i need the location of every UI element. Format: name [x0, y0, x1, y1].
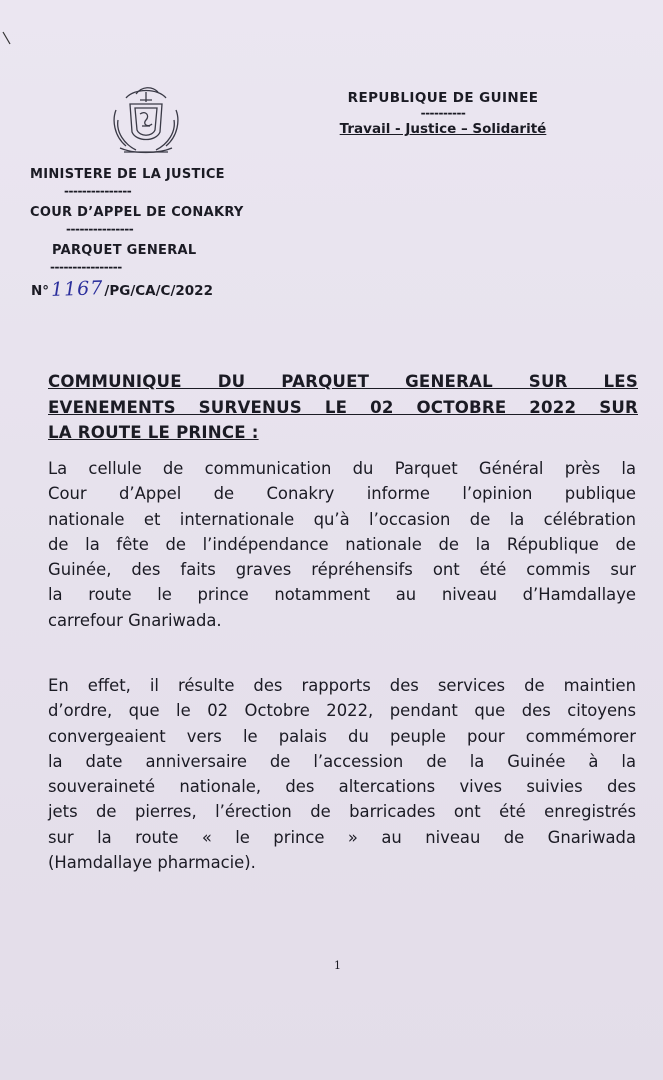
- coat-of-arms-emblem: [106, 80, 186, 160]
- paragraph-1: [48, 456, 636, 633]
- paragraph-line: d’ordre, que le 02 Octobre 2022, pendant que des citoyens: [48, 701, 636, 721]
- corner-tick-mark: [2, 30, 12, 48]
- reference-handwritten-number: 1167: [50, 277, 104, 301]
- paragraph-line: Guinée, des faits graves répréhensifs ont été commis sur: [48, 560, 636, 580]
- court-name: COUR D’APPEL DE CONAKRY: [30, 205, 244, 220]
- paragraph-line: la date anniversaire de l’accession de la Guinée à la: [48, 751, 636, 771]
- paragraph-2: [48, 673, 636, 875]
- reference-number: [31, 278, 213, 300]
- office-name: PARQUET GENERAL: [52, 243, 197, 258]
- republic-header: [318, 90, 568, 137]
- paragraph-line: La cellule de communication du Parquet Général près la: [48, 459, 636, 478]
- reference-suffix: /PG/CA/C/2022: [104, 283, 213, 299]
- paragraph-line: Cour d’Appel de Conakry informe l’opinion publique: [48, 484, 636, 504]
- paragraph-line: convergeaient vers le palais du peuple pour commémorer: [48, 726, 636, 746]
- paragraph-line: souveraineté nationale, des altercations vives suivies des: [48, 777, 636, 797]
- reference-prefix: N°: [31, 283, 50, 299]
- paragraph-line: de la fête de l’indépendance nationale de la République de: [48, 534, 636, 554]
- ministry-separator: ---------------: [64, 184, 132, 198]
- paragraph-line: jets de pierres, l’érection de barricades ont été enregistrés: [48, 802, 636, 822]
- communique-title: [48, 369, 638, 446]
- paragraph-line: En effet, il résulte des rapports des services de maintien: [48, 676, 636, 695]
- paragraph-line: sur la route « le prince » au niveau de Gnariwada: [48, 827, 636, 847]
- title-line: EVENEMENTS SURVENUS LE 02 OCTOBRE 2022 SUR: [48, 397, 638, 417]
- paragraph-line: carrefour Gnariwada.: [48, 610, 222, 630]
- title-line: COMMUNIQUE DU PARQUET GENERAL SUR LES: [48, 372, 638, 391]
- paragraph-line: (Hamdallaye pharmacie).: [48, 853, 256, 873]
- paragraph-line: nationale et internationale qu’à l’occasion de la célébration: [48, 509, 636, 529]
- office-separator: ----------------: [50, 260, 122, 274]
- republic-name: REPUBLIQUE DE GUINEE: [347, 90, 539, 106]
- national-motto: Travail - Justice – Solidarité: [339, 121, 547, 137]
- republic-separator: ----------: [420, 106, 466, 120]
- page-number: 1: [334, 959, 341, 972]
- court-separator: ---------------: [66, 222, 134, 236]
- title-line: LA ROUTE LE PRINCE :: [48, 423, 259, 442]
- ministry-name: MINISTERE DE LA JUSTICE: [30, 167, 225, 182]
- paragraph-line: la route le prince notamment au niveau d’Hamdallaye: [48, 585, 636, 605]
